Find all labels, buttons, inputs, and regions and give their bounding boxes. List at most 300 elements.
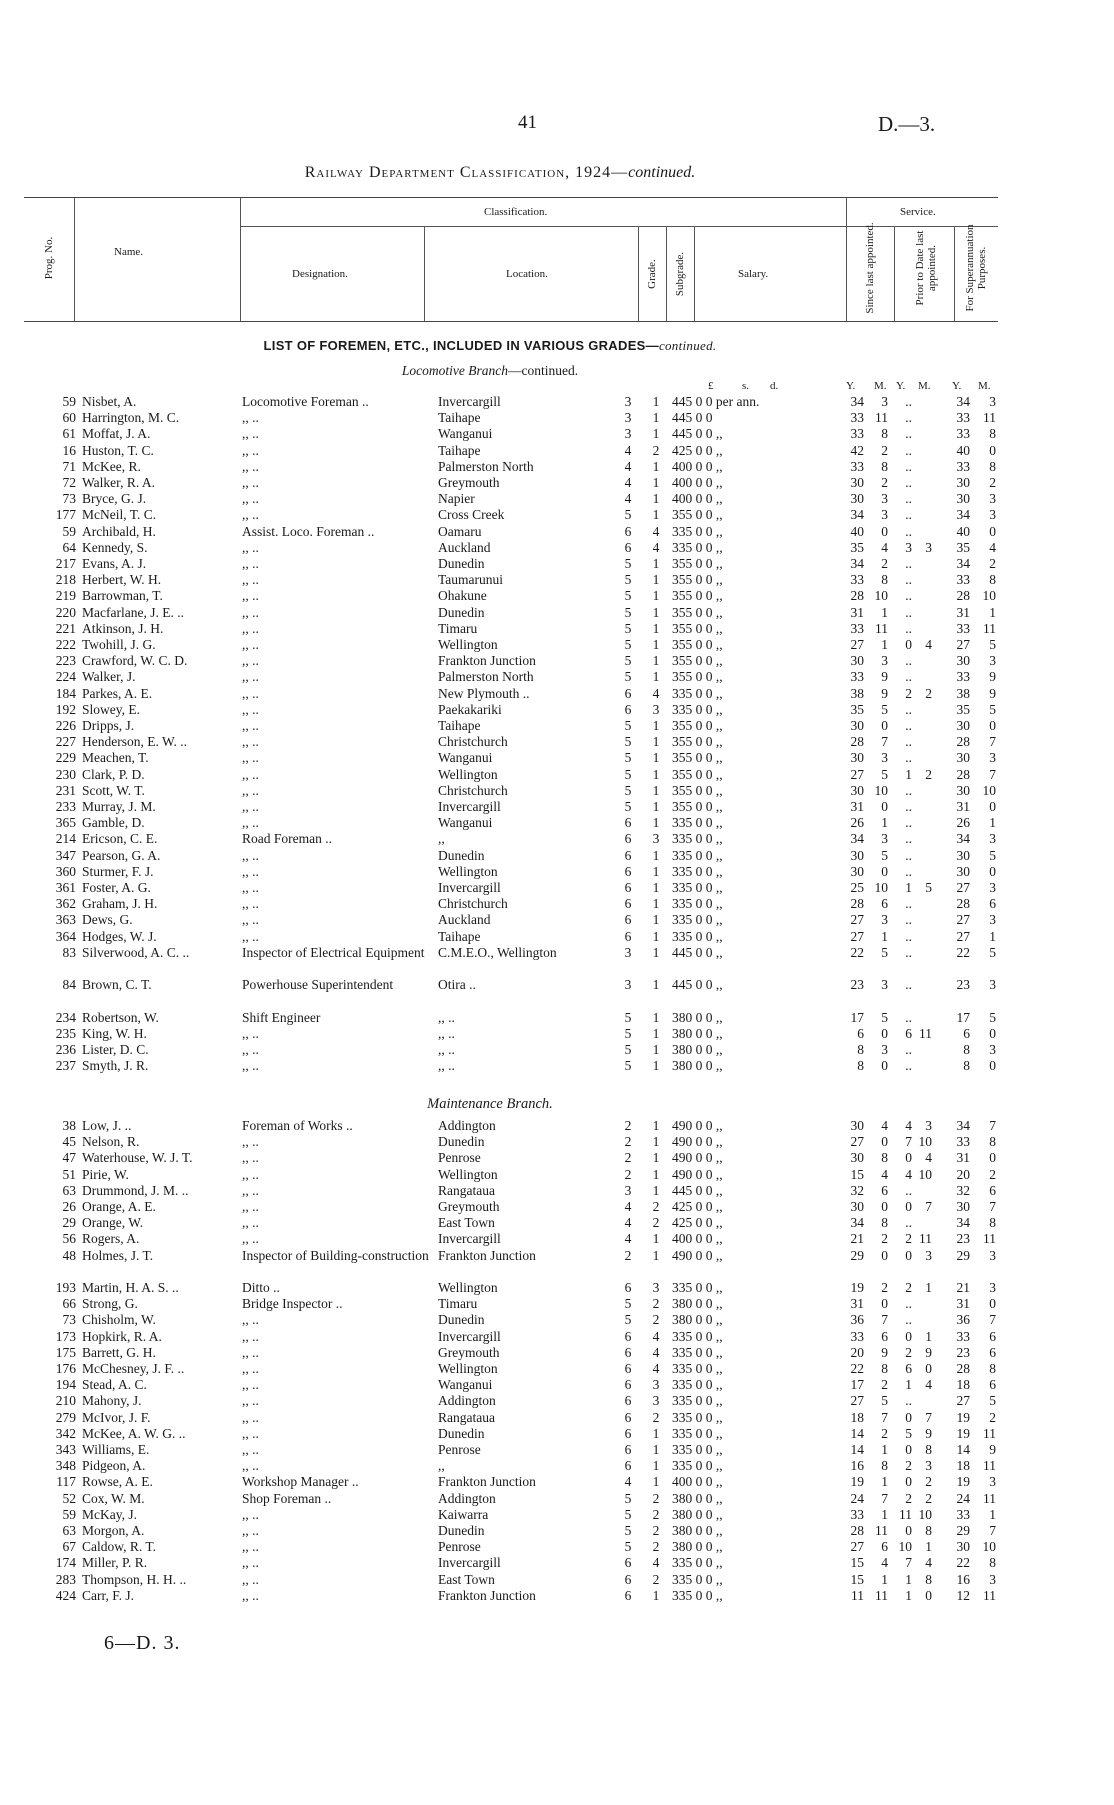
- table-row: [0, 718, 1114, 734]
- cell-grade: 6: [624, 912, 632, 928]
- cell-prog-no: 221: [55, 620, 76, 636]
- cell-location: Dunedin: [438, 1134, 485, 1150]
- cell-grade: 4: [624, 1231, 632, 1247]
- cell-prior-years: ..: [905, 701, 912, 717]
- cell-salary: 400 0 0 ,,: [672, 458, 723, 474]
- table-row: [0, 491, 1114, 507]
- cell-prior-years: ..: [905, 799, 912, 814]
- cell-since-last-years: 30: [850, 863, 864, 879]
- table-row: [0, 1183, 1114, 1199]
- cell-salary: 335 0 0 ,,: [672, 701, 723, 717]
- cell-salary: 490 0 0 ,,: [672, 1118, 723, 1133]
- cell-subgrade: 1: [652, 604, 660, 620]
- cell-prog-no: 61: [62, 426, 76, 442]
- cell-subgrade: 1: [652, 1150, 660, 1166]
- cell-name: Walker, R. A.: [82, 475, 155, 490]
- cell-since-last-months: 2: [881, 1280, 888, 1295]
- table-row: [0, 1377, 1114, 1393]
- cell-designation: ,, ..: [242, 1215, 259, 1231]
- table-row: [0, 1361, 1114, 1377]
- table-row: [0, 1491, 1114, 1507]
- cell-location: Addington: [438, 1393, 496, 1409]
- cell-prior-years: 0: [905, 1247, 912, 1263]
- table-row: [0, 1345, 1114, 1361]
- cell-location: Greymouth: [438, 1344, 500, 1360]
- header-name: Name.: [114, 246, 144, 258]
- cell-since-last-months: 6: [881, 1539, 888, 1555]
- cell-super-months: 6: [989, 1344, 996, 1360]
- cell-since-last-months: 2: [881, 1425, 888, 1441]
- cell-subgrade: 1: [652, 718, 660, 733]
- cell-since-last-months: 3: [881, 831, 888, 847]
- cell-salary: 355 0 0 ,,: [672, 620, 723, 636]
- cell-prior-months: 11: [919, 1025, 932, 1041]
- cell-subgrade: 1: [652, 1458, 660, 1474]
- cell-prior-months: 2: [925, 1490, 932, 1506]
- header-salary: Salary.: [738, 268, 769, 280]
- cell-name: Walker, J.: [82, 669, 136, 685]
- cell-location: ,, ..: [438, 1058, 455, 1074]
- cell-prior-years: ..: [905, 410, 912, 426]
- cell-location: Invercargill: [438, 1231, 501, 1247]
- cell-prog-no: 217: [55, 556, 76, 571]
- cell-location: Dunedin: [438, 1312, 485, 1328]
- cell-location: Taihape: [438, 928, 481, 944]
- table-row: [0, 540, 1114, 556]
- cell-grade: 5: [624, 1312, 632, 1328]
- cell-super-months: 11: [983, 1490, 996, 1506]
- cell-name: McNeil, T. C.: [82, 507, 157, 523]
- cell-prior-years: 2: [905, 1458, 912, 1474]
- cell-subgrade: 1: [652, 1231, 660, 1247]
- cell-prog-no: 365: [55, 815, 76, 831]
- cell-subgrade: 1: [652, 669, 660, 685]
- cell-since-last-months: 1: [881, 815, 888, 831]
- cell-salary: 445 0 0 ,,: [672, 426, 723, 442]
- cell-prog-no: 236: [55, 1042, 76, 1057]
- cell-since-last-years: 15: [850, 1166, 864, 1182]
- table-row: [0, 475, 1114, 491]
- cell-subgrade: 1: [652, 556, 660, 571]
- cell-grade: 5: [624, 1009, 632, 1025]
- cell-designation: Ditto ..: [242, 1280, 280, 1295]
- cell-grade: 6: [624, 701, 632, 717]
- cell-prior-months: 3: [925, 1247, 932, 1263]
- cell-prior-months: 9: [925, 1344, 932, 1360]
- cell-prior-years: ..: [905, 442, 912, 458]
- cell-super-months: 10: [982, 782, 996, 798]
- cell-prior-months: 0: [925, 1361, 932, 1376]
- cell-location: ,, ..: [438, 1042, 455, 1057]
- cell-since-last-years: 40: [850, 523, 864, 539]
- cell-location: ,, ..: [438, 1025, 455, 1041]
- cell-prog-no: 226: [55, 718, 76, 733]
- table-row: [0, 750, 1114, 766]
- cell-designation: ,, ..: [242, 1523, 259, 1538]
- cell-super-years: 30: [956, 1539, 970, 1555]
- cell-grade: 3: [624, 410, 632, 426]
- cell-prog-no: 234: [55, 1009, 76, 1025]
- cell-location: Frankton Junction: [438, 653, 536, 669]
- cell-name: Miller, P. R.: [82, 1555, 148, 1571]
- cell-super-months: 7: [989, 1312, 996, 1328]
- table-row: [0, 912, 1114, 928]
- cell-name: Strong, G.: [82, 1296, 138, 1312]
- cell-prior-years: ..: [905, 653, 912, 669]
- cell-name: Twohill, J. G.: [82, 637, 156, 652]
- cell-super-months: 11: [983, 620, 996, 636]
- cell-grade: 3: [624, 426, 632, 442]
- cell-prog-no: 192: [55, 701, 76, 717]
- cell-prior-years: 2: [905, 1231, 912, 1247]
- cell-name: Foster, A. G.: [82, 880, 151, 895]
- cell-since-last-years: 33: [850, 1506, 864, 1522]
- cell-salary: 335 0 0 ,,: [672, 1587, 723, 1603]
- cell-since-last-months: 11: [875, 410, 888, 426]
- cell-prior-years: ..: [905, 491, 912, 507]
- table-row: [0, 394, 1114, 410]
- cell-name: Sturmer, F. J.: [82, 863, 154, 879]
- cell-location: Dunedin: [438, 1425, 485, 1441]
- cell-prog-no: 210: [55, 1393, 76, 1409]
- table-row: [0, 1010, 1114, 1026]
- cell-prior-months: 10: [918, 1166, 932, 1182]
- cell-prior-months: 7: [925, 1409, 932, 1425]
- cell-salary: 335 0 0 ,,: [672, 1393, 723, 1409]
- cell-subgrade: 1: [652, 1587, 660, 1603]
- cell-subgrade: 1: [652, 734, 660, 750]
- cell-designation: ,, ..: [242, 458, 259, 474]
- cell-name: Moffat, J. A.: [82, 426, 151, 442]
- cell-location: Taumarunui: [438, 572, 504, 588]
- cell-since-last-months: 11: [875, 1587, 888, 1603]
- cell-salary: 425 0 0 ,,: [672, 442, 723, 458]
- header-since-last: Since last appointed.: [864, 222, 876, 314]
- cell-subgrade: 1: [652, 863, 660, 879]
- cell-name: McIvor, J. F.: [82, 1409, 151, 1425]
- cell-designation: ,, ..: [242, 653, 259, 669]
- cell-prior-years: 0: [905, 1328, 912, 1344]
- cell-designation: ,, ..: [242, 604, 259, 620]
- cell-name: Brown, C. T.: [82, 977, 152, 993]
- cell-since-last-months: 0: [881, 1134, 888, 1150]
- cell-name: King, W. H.: [82, 1025, 147, 1041]
- cell-location: East Town: [438, 1215, 495, 1231]
- cell-prior-years: ..: [905, 1058, 912, 1074]
- cell-prog-no: 84: [62, 977, 76, 993]
- cell-since-last-months: 8: [881, 1215, 888, 1231]
- cell-super-years: 31: [956, 799, 970, 814]
- cell-location: Dunedin: [438, 1523, 485, 1538]
- cell-super-months: 11: [983, 1425, 996, 1441]
- cell-subgrade: 1: [652, 1025, 660, 1041]
- cell-prior-months: 4: [925, 637, 932, 652]
- cell-prior-years: 2: [905, 685, 912, 701]
- cell-subgrade: 4: [652, 523, 660, 539]
- cell-since-last-years: 36: [850, 1312, 864, 1328]
- cell-prior-years: 1: [905, 1377, 912, 1393]
- cell-subgrade: 2: [652, 1312, 660, 1328]
- cell-super-months: 3: [989, 1042, 996, 1057]
- cell-prior-years: 7: [905, 1555, 912, 1571]
- cell-subgrade: 1: [652, 766, 660, 782]
- cell-super-months: 0: [989, 1058, 996, 1074]
- cell-grade: 6: [624, 880, 632, 895]
- cell-super-months: 7: [989, 734, 996, 750]
- section-maintenance: Maintenance Branch.: [427, 1096, 553, 1112]
- cell-since-last-years: 14: [850, 1425, 864, 1441]
- cell-since-last-months: 2: [881, 1231, 888, 1247]
- cell-super-years: 33: [956, 572, 970, 588]
- table-row: [0, 977, 1114, 993]
- cell-location: Wanganui: [438, 1377, 493, 1393]
- cell-super-months: 8: [989, 1134, 996, 1150]
- cell-since-last-years: 34: [850, 394, 864, 409]
- cell-prog-no: 73: [62, 1312, 76, 1328]
- cell-name: Smyth, J. R.: [82, 1058, 149, 1074]
- cell-name: McKee, R.: [82, 458, 141, 474]
- cell-super-years: 34: [956, 394, 970, 409]
- cell-prog-no: 56: [62, 1231, 76, 1247]
- cell-super-months: 8: [989, 458, 996, 474]
- cell-prog-no: 219: [55, 588, 76, 604]
- cell-since-last-years: 33: [850, 572, 864, 588]
- cell-since-last-years: 15: [850, 1571, 864, 1587]
- cell-since-last-years: 17: [850, 1377, 864, 1393]
- cell-grade: 3: [624, 394, 632, 409]
- cell-prior-years: ..: [905, 831, 912, 847]
- cell-grade: 5: [624, 637, 632, 652]
- cell-subgrade: 1: [652, 1009, 660, 1025]
- cell-super-months: 3: [989, 1280, 996, 1295]
- cell-super-months: 0: [989, 1296, 996, 1312]
- cell-since-last-years: 38: [850, 685, 864, 701]
- cell-location: Timaru: [438, 620, 478, 636]
- cell-name: Orange, A. E.: [82, 1199, 156, 1214]
- cell-super-months: 5: [989, 637, 996, 652]
- table-row: [0, 1329, 1114, 1345]
- cell-name: Kennedy, S.: [82, 539, 148, 555]
- cell-grade: 6: [624, 831, 632, 847]
- cell-super-months: 3: [989, 750, 996, 766]
- cell-prior-months: 2: [925, 685, 932, 701]
- cell-super-years: 33: [956, 669, 970, 685]
- cell-subgrade: 4: [652, 1361, 660, 1376]
- cell-super-months: 5: [989, 1393, 996, 1409]
- cell-name: Waterhouse, W. J. T.: [82, 1150, 193, 1166]
- cell-designation: ,, ..: [242, 1025, 259, 1041]
- cell-designation: ,, ..: [242, 620, 259, 636]
- cell-super-months: 0: [989, 718, 996, 733]
- cell-prior-months: 8: [925, 1442, 932, 1457]
- cell-grade: 5: [624, 1042, 632, 1057]
- cell-designation: ,, ..: [242, 491, 259, 507]
- cell-grade: 5: [624, 556, 632, 571]
- cell-location: Invercargill: [438, 880, 501, 895]
- cell-prior-months: 8: [925, 1523, 932, 1538]
- cell-prior-years: ..: [905, 1215, 912, 1231]
- table-row: [0, 783, 1114, 799]
- cell-designation: ,, ..: [242, 1539, 259, 1555]
- cell-location: Paekakariki: [438, 701, 502, 717]
- cell-super-years: 26: [956, 815, 970, 831]
- cell-prior-years: 6: [905, 1025, 912, 1041]
- cell-grade: 6: [624, 1555, 632, 1571]
- cell-since-last-years: 22: [850, 944, 864, 960]
- cell-prior-years: 7: [905, 1134, 912, 1150]
- cell-location: Addington: [438, 1118, 496, 1133]
- cell-salary: 445 0 0 ,,: [672, 1182, 723, 1198]
- cell-super-years: 30: [956, 1199, 970, 1214]
- table-row: [0, 1393, 1114, 1409]
- cell-salary: 355 0 0 ,,: [672, 637, 723, 652]
- cell-prog-no: 424: [55, 1587, 76, 1603]
- cell-super-months: 11: [983, 410, 996, 426]
- cell-grade: 4: [624, 442, 632, 458]
- cell-subgrade: 1: [652, 880, 660, 895]
- cell-super-years: 19: [956, 1425, 970, 1441]
- cell-since-last-years: 33: [850, 620, 864, 636]
- cell-super-years: 31: [956, 604, 970, 620]
- cell-since-last-months: 1: [881, 1442, 888, 1457]
- cell-salary: 445 0 0: [672, 410, 713, 426]
- cell-name: Pearson, G. A.: [82, 847, 161, 863]
- cell-name: Huston, T. C.: [82, 442, 154, 458]
- table-row: [0, 1248, 1114, 1264]
- cell-prior-months: 0: [925, 1587, 932, 1603]
- cell-salary: 335 0 0 ,,: [672, 863, 723, 879]
- cell-salary: 335 0 0 ,,: [672, 831, 723, 847]
- cell-super-years: 34: [956, 831, 970, 847]
- cell-prog-no: 174: [55, 1555, 76, 1571]
- cell-location: Oamaru: [438, 523, 482, 539]
- cell-grade: 4: [624, 1474, 632, 1490]
- cell-super-months: 6: [989, 1328, 996, 1344]
- cell-prog-no: 237: [55, 1058, 76, 1074]
- cell-salary: 335 0 0 ,,: [672, 847, 723, 863]
- cell-subgrade: 1: [652, 815, 660, 831]
- cell-since-last-months: 4: [881, 1118, 888, 1133]
- cell-location: Dunedin: [438, 604, 485, 620]
- cell-grade: 4: [624, 491, 632, 507]
- cell-prior-months: 2: [925, 766, 932, 782]
- cell-super-years: 38: [956, 685, 970, 701]
- cell-location: Wanganui: [438, 815, 493, 831]
- cell-prior-years: ..: [905, 507, 912, 523]
- cell-prog-no: 224: [55, 669, 76, 685]
- cell-grade: 6: [624, 539, 632, 555]
- cell-grade: 5: [624, 653, 632, 669]
- cell-location: Frankton Junction: [438, 1474, 536, 1490]
- cell-prog-no: 45: [62, 1134, 76, 1150]
- cell-since-last-years: 27: [850, 912, 864, 928]
- cell-name: Graham, J. H.: [82, 896, 158, 912]
- cell-name: Ericson, C. E.: [82, 831, 158, 847]
- cell-salary: 355 0 0 ,,: [672, 604, 723, 620]
- cell-since-last-months: 4: [881, 1555, 888, 1571]
- cell-super-years: 22: [956, 1555, 970, 1571]
- cell-location: Frankton Junction: [438, 1587, 536, 1603]
- table-row: [0, 1167, 1114, 1183]
- cell-since-last-months: 5: [881, 766, 888, 782]
- cell-subgrade: 1: [652, 1042, 660, 1057]
- cell-prior-years: ..: [905, 620, 912, 636]
- cell-salary: 355 0 0 ,,: [672, 799, 723, 814]
- unit-shilling: s.: [742, 380, 750, 392]
- cell-subgrade: 1: [652, 1425, 660, 1441]
- cell-super-months: 3: [989, 1474, 996, 1490]
- table-row: [0, 702, 1114, 718]
- cell-super-years: 22: [956, 944, 970, 960]
- cell-since-last-months: 10: [874, 588, 888, 604]
- cell-super-years: 30: [956, 653, 970, 669]
- cell-since-last-years: 19: [850, 1280, 864, 1295]
- page-number: 41: [518, 112, 537, 133]
- cell-since-last-years: 34: [850, 1215, 864, 1231]
- cell-designation: ,, ..: [242, 863, 259, 879]
- cell-prior-years: 0: [905, 1474, 912, 1490]
- cell-location: Rangataua: [438, 1182, 495, 1198]
- cell-salary: 335 0 0 ,,: [672, 1458, 723, 1474]
- cell-since-last-years: 33: [850, 669, 864, 685]
- cell-prior-months: 11: [919, 1231, 932, 1247]
- table-row: [0, 572, 1114, 588]
- cell-super-years: 19: [956, 1474, 970, 1490]
- cell-salary: 335 0 0 ,,: [672, 1555, 723, 1571]
- cell-super-months: 2: [989, 1166, 996, 1182]
- cell-super-years: 24: [956, 1490, 970, 1506]
- cell-name: Slowey, E.: [82, 701, 140, 717]
- cell-prior-years: 2: [905, 1280, 912, 1295]
- cell-subgrade: 1: [652, 637, 660, 652]
- cell-since-last-months: 11: [875, 620, 888, 636]
- cell-subgrade: 3: [652, 701, 660, 717]
- cell-since-last-months: 2: [881, 442, 888, 458]
- cell-super-months: 1: [989, 604, 996, 620]
- cell-super-years: 18: [956, 1458, 970, 1474]
- cell-since-last-years: 16: [850, 1458, 864, 1474]
- cell-prior-months: 9: [925, 1425, 932, 1441]
- cell-super-years: 33: [956, 1134, 970, 1150]
- cell-location: Wellington: [438, 637, 498, 652]
- cell-since-last-months: 9: [881, 1344, 888, 1360]
- cell-super-months: 8: [989, 1215, 996, 1231]
- cell-designation: ,, ..: [242, 1231, 259, 1247]
- cell-subgrade: 2: [652, 1571, 660, 1587]
- cell-designation: ,, ..: [242, 410, 259, 426]
- header-grade: Grade.: [646, 259, 658, 289]
- table-row: [0, 1507, 1114, 1523]
- cell-designation: ,, ..: [242, 799, 259, 814]
- cell-salary: 355 0 0 ,,: [672, 588, 723, 604]
- cell-grade: 5: [624, 734, 632, 750]
- cell-prior-years: ..: [905, 782, 912, 798]
- cell-designation: ,, ..: [242, 1409, 259, 1425]
- table-row: [0, 1572, 1114, 1588]
- cell-prog-no: 177: [55, 507, 76, 523]
- table-row: [0, 896, 1114, 912]
- cell-location: Kaiwarra: [438, 1506, 489, 1522]
- cell-designation: Bridge Inspector ..: [242, 1296, 343, 1312]
- cell-since-last-months: 11: [875, 1523, 888, 1538]
- cell-grade: 6: [624, 523, 632, 539]
- cell-grade: 3: [624, 1182, 632, 1198]
- cell-name: Orange, W.: [82, 1215, 144, 1231]
- cell-location: Penrose: [438, 1442, 481, 1457]
- table-row: [0, 605, 1114, 621]
- cell-prior-months: 10: [918, 1506, 932, 1522]
- cell-super-months: 5: [989, 847, 996, 863]
